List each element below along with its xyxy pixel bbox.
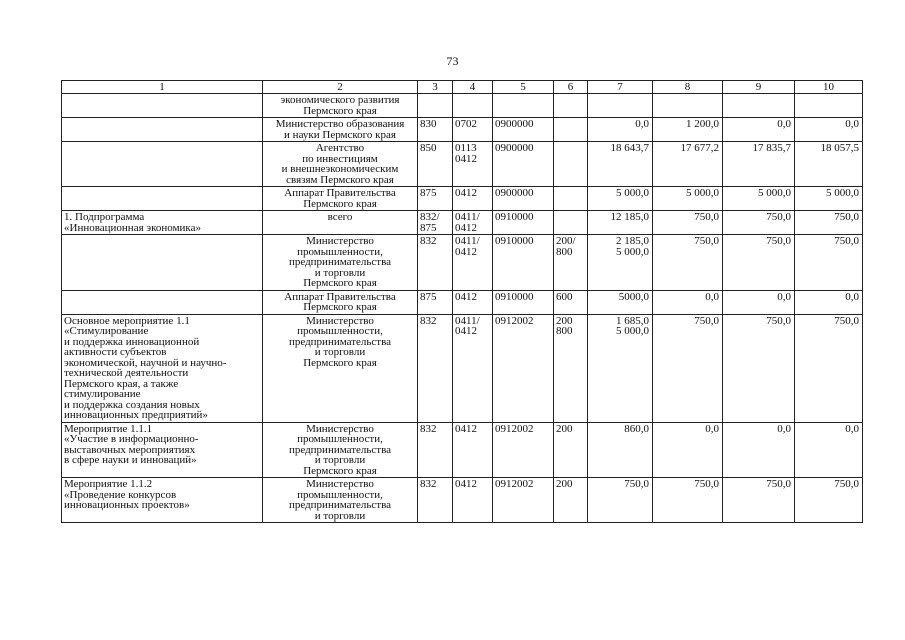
cell-line: 800 bbox=[556, 245, 573, 258]
target-article-cell bbox=[493, 235, 554, 291]
cell-line: выставочных мероприятиях bbox=[64, 443, 196, 456]
grbs-code-cell bbox=[418, 142, 453, 187]
amount-col10-cell bbox=[795, 422, 863, 478]
cell-line: 200 bbox=[556, 314, 573, 327]
cell-line: промышленности, bbox=[297, 325, 383, 337]
expense-type-cell bbox=[554, 211, 588, 235]
cell-line: промышленности, bbox=[297, 245, 383, 258]
amount-col9-cell bbox=[723, 478, 795, 523]
cell-line: экономической, научной и научно- bbox=[64, 356, 227, 369]
program-name-cell bbox=[62, 478, 263, 523]
cell-line: 0912002 bbox=[495, 314, 534, 327]
grbs-code-cell bbox=[418, 187, 453, 211]
cell-line: 832 bbox=[420, 235, 437, 247]
cell-line: Пермского края bbox=[303, 277, 377, 289]
amount-col7-cell bbox=[588, 211, 653, 235]
cell-line: 832 bbox=[420, 422, 437, 435]
column-header-6: 6 bbox=[554, 81, 588, 94]
cell-line: 750,0 bbox=[834, 478, 859, 490]
amount-col7-cell bbox=[588, 118, 653, 142]
target-article-cell bbox=[493, 94, 554, 118]
cell-line: «Инновационная экономика» bbox=[64, 221, 201, 234]
cell-line: предпринимательства bbox=[288, 443, 392, 456]
cell-line: 5 000,0 bbox=[616, 187, 649, 199]
cell-line: 800 bbox=[556, 325, 573, 337]
program-name-cell bbox=[62, 94, 263, 118]
cell-line: 0910000 bbox=[495, 211, 534, 223]
amount-col8-cell bbox=[653, 187, 723, 211]
administrator-cell bbox=[263, 235, 418, 291]
cell-line: 0,0 bbox=[777, 118, 791, 130]
cell-line: и науки Пермского края bbox=[284, 128, 396, 141]
cell-line: Аппарат Правительства bbox=[284, 290, 396, 303]
grbs-code-cell bbox=[418, 314, 453, 422]
cell-line: и поддержка инновационной bbox=[64, 335, 200, 348]
expense-type-cell bbox=[554, 187, 588, 211]
cell-line: 12 185,0 bbox=[610, 211, 649, 223]
expense-type-cell bbox=[554, 235, 588, 291]
expense-type-cell bbox=[554, 118, 588, 142]
cell-line: 750,0 bbox=[834, 314, 859, 327]
cell-line: Министерство bbox=[306, 314, 374, 327]
cell-line: 750,0 bbox=[694, 211, 719, 223]
cell-line: 0,0 bbox=[705, 290, 719, 303]
cell-line: 750,0 bbox=[766, 314, 791, 327]
section-code-cell bbox=[453, 422, 493, 478]
column-header-1: 1 bbox=[62, 81, 263, 94]
cell-line: Мероприятие 1.1.2 bbox=[64, 478, 153, 490]
cell-line: предпринимательства bbox=[288, 256, 392, 268]
amount-col7-cell bbox=[588, 314, 653, 422]
program-name-cell bbox=[62, 422, 263, 478]
section-code-cell bbox=[453, 235, 493, 291]
section-code-cell bbox=[453, 211, 493, 235]
cell-line: Пермского края, а также bbox=[64, 377, 179, 390]
cell-line: 0412 bbox=[455, 325, 477, 337]
section-code-cell bbox=[453, 290, 493, 314]
cell-line: предпринимательства bbox=[288, 335, 392, 348]
amount-col9-cell bbox=[723, 235, 795, 291]
cell-line: Агентство bbox=[315, 142, 365, 154]
cell-line: 750,0 bbox=[766, 235, 791, 247]
cell-line: 0702 bbox=[455, 118, 477, 130]
amount-col10-cell bbox=[795, 314, 863, 422]
table-row bbox=[62, 187, 863, 211]
cell-line: 832/ bbox=[420, 211, 440, 223]
administrator-cell bbox=[263, 314, 418, 422]
table-row bbox=[62, 290, 863, 314]
amount-col10-cell bbox=[795, 290, 863, 314]
amount-col10-cell bbox=[795, 211, 863, 235]
cell-line: 860,0 bbox=[624, 422, 649, 435]
table-row bbox=[62, 94, 863, 118]
cell-line: 850 bbox=[420, 142, 437, 154]
amount-col8-cell bbox=[653, 235, 723, 291]
cell-line: 1. Подпрограмма bbox=[64, 211, 145, 223]
cell-line: инновационных предприятий» bbox=[64, 409, 208, 421]
amount-col7-cell bbox=[588, 142, 653, 187]
column-header-8: 8 bbox=[653, 81, 723, 94]
cell-line: Пермского края bbox=[303, 301, 377, 313]
section-code-cell bbox=[453, 142, 493, 187]
amount-col7-cell bbox=[588, 422, 653, 478]
cell-line: 0,0 bbox=[777, 290, 791, 303]
table-row bbox=[62, 314, 863, 422]
header-row bbox=[62, 81, 863, 94]
grbs-code-cell bbox=[418, 290, 453, 314]
cell-line: экономического развития bbox=[280, 94, 400, 106]
amount-col9-cell bbox=[723, 211, 795, 235]
amount-col10-cell bbox=[795, 478, 863, 523]
cell-line: 200 bbox=[556, 422, 573, 435]
cell-line: 600 bbox=[556, 290, 573, 303]
cell-line: технической деятельности bbox=[64, 367, 189, 379]
cell-line: предпринимательства bbox=[288, 499, 392, 511]
column-header-7: 7 bbox=[588, 81, 653, 94]
expense-type-cell bbox=[554, 94, 588, 118]
cell-line: инновационных проектов» bbox=[64, 499, 190, 511]
cell-line: 0411/ bbox=[455, 314, 480, 327]
administrator-cell bbox=[263, 118, 418, 142]
amount-col7-cell bbox=[588, 235, 653, 291]
cell-line: и торговли bbox=[314, 346, 366, 358]
program-name-cell bbox=[62, 314, 263, 422]
column-header-10: 10 bbox=[795, 81, 863, 94]
cell-line: 832 bbox=[420, 478, 437, 490]
cell-line: промышленности, bbox=[297, 488, 383, 501]
cell-line: 0910000 bbox=[495, 290, 534, 303]
amount-col10-cell bbox=[795, 142, 863, 187]
cell-line: Министерство образования bbox=[275, 118, 405, 130]
cell-line: 0912002 bbox=[495, 478, 534, 490]
section-code-cell bbox=[453, 478, 493, 523]
program-name-cell bbox=[62, 235, 263, 291]
cell-line: 750,0 bbox=[766, 211, 791, 223]
administrator-cell bbox=[263, 94, 418, 118]
cell-line: всего bbox=[327, 211, 353, 223]
cell-line: в сфере науки и инноваций» bbox=[64, 454, 197, 466]
column-header-9: 9 bbox=[723, 81, 795, 94]
target-article-cell bbox=[493, 211, 554, 235]
administrator-cell bbox=[263, 211, 418, 235]
column-header-5: 5 bbox=[493, 81, 554, 94]
target-article-cell bbox=[493, 142, 554, 187]
column-header-4: 4 bbox=[453, 81, 493, 94]
expense-type-cell bbox=[554, 314, 588, 422]
amount-col8-cell bbox=[653, 314, 723, 422]
cell-line: 750,0 bbox=[694, 235, 719, 247]
cell-line: 750,0 bbox=[624, 478, 649, 490]
cell-line: «Проведение конкурсов bbox=[64, 488, 177, 501]
administrator-cell bbox=[263, 187, 418, 211]
cell-line: «Стимулирование bbox=[64, 325, 149, 337]
amount-col8-cell bbox=[653, 422, 723, 478]
column-header-2: 2 bbox=[263, 81, 418, 94]
cell-line: 200 bbox=[556, 478, 573, 490]
cell-line: 0412 bbox=[455, 478, 477, 490]
cell-line: 750,0 bbox=[766, 478, 791, 490]
cell-line: 0,0 bbox=[845, 290, 859, 303]
cell-line: 0900000 bbox=[495, 118, 534, 130]
amount-col9-cell bbox=[723, 94, 795, 118]
cell-line: 750,0 bbox=[834, 235, 859, 247]
program-name-cell bbox=[62, 290, 263, 314]
cell-line: 0,0 bbox=[705, 422, 719, 435]
grbs-code-cell bbox=[418, 94, 453, 118]
expense-type-cell bbox=[554, 478, 588, 523]
cell-line: 0411/ bbox=[455, 211, 480, 223]
administrator-cell bbox=[263, 478, 418, 523]
cell-line: и торговли bbox=[314, 454, 366, 466]
cell-line: Пермского края bbox=[303, 464, 377, 477]
grbs-code-cell bbox=[418, 118, 453, 142]
cell-line: 830 bbox=[420, 118, 437, 130]
cell-line: 875 bbox=[420, 187, 437, 199]
cell-line: Аппарат Правительства bbox=[284, 187, 396, 199]
cell-line: 0412 bbox=[455, 221, 477, 234]
cell-line: 0412 bbox=[455, 422, 477, 435]
grbs-code-cell bbox=[418, 235, 453, 291]
amount-col9-cell bbox=[723, 118, 795, 142]
cell-line: Пермского края bbox=[303, 197, 377, 210]
cell-line: Пермского края bbox=[303, 104, 377, 117]
table-row bbox=[62, 235, 863, 291]
cell-line: активности субъектов bbox=[64, 346, 167, 358]
cell-line: Министерство bbox=[306, 478, 374, 490]
administrator-cell bbox=[263, 290, 418, 314]
amount-col7-cell bbox=[588, 187, 653, 211]
cell-line: 18 643,7 bbox=[610, 142, 649, 154]
table-row bbox=[62, 142, 863, 187]
grbs-code-cell bbox=[418, 478, 453, 523]
page-number: 73 bbox=[446, 54, 459, 68]
amount-col9-cell bbox=[723, 422, 795, 478]
cell-line: 0900000 bbox=[495, 142, 534, 154]
section-code-cell bbox=[453, 314, 493, 422]
administrator-cell bbox=[263, 422, 418, 478]
cell-line: 5 000,0 bbox=[758, 187, 791, 199]
amount-col9-cell bbox=[723, 142, 795, 187]
amount-col7-cell bbox=[588, 94, 653, 118]
cell-line: Мероприятие 1.1.1 bbox=[64, 422, 153, 435]
amount-col7-cell bbox=[588, 290, 653, 314]
cell-line: 0,0 bbox=[777, 422, 791, 435]
cell-line: 0411/ bbox=[455, 235, 480, 247]
target-article-cell bbox=[493, 187, 554, 211]
amount-col9-cell bbox=[723, 314, 795, 422]
amount-col9-cell bbox=[723, 290, 795, 314]
cell-line: Пермского края bbox=[303, 356, 377, 369]
amount-col10-cell bbox=[795, 118, 863, 142]
column-header-3: 3 bbox=[418, 81, 453, 94]
cell-line: 750,0 bbox=[834, 211, 859, 223]
program-name-cell bbox=[62, 187, 263, 211]
section-code-cell bbox=[453, 187, 493, 211]
program-name-cell bbox=[62, 142, 263, 187]
cell-line: 875 bbox=[420, 290, 437, 303]
amount-col10-cell bbox=[795, 94, 863, 118]
cell-line: и поддержка создания новых bbox=[64, 398, 200, 411]
expense-type-cell bbox=[554, 422, 588, 478]
cell-line: 5 000,0 bbox=[616, 325, 649, 337]
cell-line: Министерство bbox=[306, 235, 374, 247]
table-row bbox=[62, 211, 863, 235]
table-row bbox=[62, 478, 863, 523]
cell-line: промышленности, bbox=[297, 433, 383, 445]
cell-line: 5 000,0 bbox=[686, 187, 719, 199]
cell-line: 17 835,7 bbox=[752, 142, 791, 154]
amount-col8-cell bbox=[653, 118, 723, 142]
cell-line: связям Пермского края bbox=[286, 173, 394, 186]
cell-line: 5 000,0 bbox=[826, 187, 859, 199]
cell-line: 5000,0 bbox=[618, 290, 649, 303]
grbs-code-cell bbox=[418, 422, 453, 478]
cell-line: 0412 bbox=[455, 290, 477, 303]
cell-line: 0,0 bbox=[845, 422, 859, 435]
target-article-cell bbox=[493, 422, 554, 478]
cell-line: и внешнеэкономическим bbox=[281, 163, 399, 175]
cell-line: 0900000 bbox=[495, 187, 534, 199]
amount-col8-cell bbox=[653, 211, 723, 235]
cell-line: 875 bbox=[420, 221, 437, 234]
expense-type-cell bbox=[554, 142, 588, 187]
budget-table bbox=[61, 80, 863, 523]
cell-line: «Участие в информационно- bbox=[64, 433, 199, 445]
cell-line: 750,0 bbox=[694, 314, 719, 327]
amount-col10-cell bbox=[795, 187, 863, 211]
cell-line: 0,0 bbox=[635, 118, 649, 130]
cell-line: 18 057,5 bbox=[820, 142, 859, 154]
cell-line: Основное мероприятие 1.1 bbox=[64, 314, 190, 327]
amount-col8-cell bbox=[653, 478, 723, 523]
expense-type-cell bbox=[554, 290, 588, 314]
grbs-code-cell bbox=[418, 211, 453, 235]
cell-line: 0412 bbox=[455, 245, 477, 258]
target-article-cell bbox=[493, 290, 554, 314]
cell-line: 1 200,0 bbox=[686, 118, 719, 130]
section-code-cell bbox=[453, 118, 493, 142]
table-row bbox=[62, 422, 863, 478]
program-name-cell bbox=[62, 211, 263, 235]
cell-line: 0412 bbox=[455, 187, 477, 199]
target-article-cell bbox=[493, 478, 554, 523]
table-row bbox=[62, 118, 863, 142]
section-code-cell bbox=[453, 94, 493, 118]
cell-line: и торговли bbox=[314, 509, 366, 522]
amount-col10-cell bbox=[795, 235, 863, 291]
cell-line: 17 677,2 bbox=[680, 142, 719, 154]
amount-col9-cell bbox=[723, 187, 795, 211]
amount-col8-cell bbox=[653, 94, 723, 118]
cell-line: 2 185,0 bbox=[616, 235, 649, 247]
table-body bbox=[62, 94, 863, 523]
amount-col8-cell bbox=[653, 290, 723, 314]
target-article-cell bbox=[493, 314, 554, 422]
cell-line: 5 000,0 bbox=[616, 245, 649, 258]
cell-line: и торговли bbox=[314, 266, 366, 279]
cell-line: 0912002 bbox=[495, 422, 534, 435]
cell-line: по инвестициям bbox=[302, 152, 378, 165]
target-article-cell bbox=[493, 118, 554, 142]
cell-line: 0412 bbox=[455, 152, 477, 165]
cell-line: 750,0 bbox=[694, 478, 719, 490]
cell-line: 0,0 bbox=[845, 118, 859, 130]
cell-line: стимулирование bbox=[64, 388, 141, 400]
cell-line: 200/ bbox=[556, 235, 576, 247]
amount-col8-cell bbox=[653, 142, 723, 187]
cell-line: 0910000 bbox=[495, 235, 534, 247]
administrator-cell bbox=[263, 142, 418, 187]
cell-line: 1 685,0 bbox=[616, 314, 649, 327]
cell-line: 832 bbox=[420, 314, 437, 327]
cell-line: Министерство bbox=[306, 422, 374, 435]
amount-col7-cell bbox=[588, 478, 653, 523]
cell-line: 0113 bbox=[455, 142, 477, 154]
program-name-cell bbox=[62, 118, 263, 142]
